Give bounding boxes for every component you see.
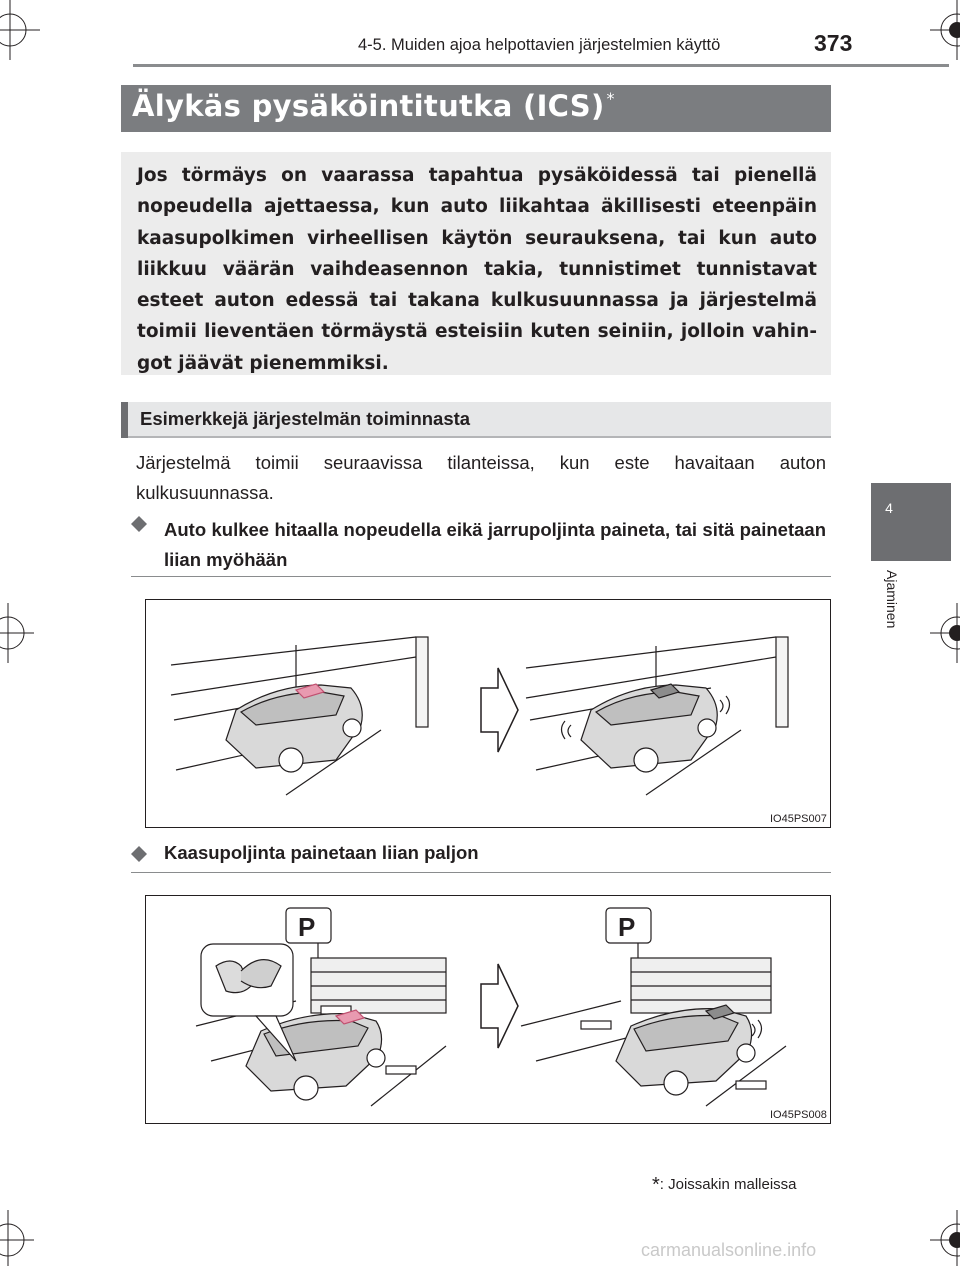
- registration-mark-top-right: [915, 0, 960, 60]
- figure-1-illustration: [146, 600, 830, 827]
- chapter-number: 4: [885, 500, 893, 516]
- body-paragraph: Järjestelmä toimii seuraavissa tilanteissa, kun este havaitaan auton kulkusuunnassa.: [136, 452, 826, 503]
- page-number: 373: [814, 30, 853, 56]
- intro-text: Jos törmäys on vaarassa tapahtua pysäköidessä tai pienellä nopeudella ajettaessa, kun auto liikahtaa äkillisesti eteenpäin kaasupolkimen virheellisen käytön seurauksena, tai kun auto liikkuu väärän vaihdeasennon takia, tunnistimet tunnistavat esteet auton edessä tai takana kulkusuunnassa ja järjestelmä toimii lieventäen törmäystä esteisiin kuten seiniin, jolloin vahin- got jäävät pienemmiksi.: [137, 165, 817, 374]
- page-title-text: Älykäs pysäköintitutka (ICS): [132, 89, 605, 123]
- header-section-title: 4-5. Muiden ajoa helpottavien järjestelmien käyttö: [358, 36, 721, 54]
- svg-text:P: P: [298, 912, 316, 942]
- footnote-marker: *: [652, 1174, 660, 1196]
- registration-mark-mid-right: [915, 603, 960, 663]
- registration-mark-top-left: [0, 0, 60, 60]
- figure-2-illustration: [146, 896, 830, 1123]
- example-rule-2: [131, 872, 831, 873]
- subheading-accent: [121, 402, 128, 438]
- example-heading-2: Kaasupoljinta painetaan liian paljon: [164, 842, 479, 863]
- chapter-tab: [871, 483, 951, 561]
- page-title: [132, 89, 615, 123]
- diamond-bullet-icon: [131, 516, 147, 532]
- header-rule: [133, 64, 949, 67]
- footnote-text: : Joissakin malleissa: [659, 1176, 797, 1193]
- subheading-text: Esimerkkejä järjestelmän toiminnasta: [140, 408, 471, 429]
- footnote: [652, 1174, 797, 1197]
- svg-text:P: P: [618, 912, 636, 942]
- diamond-bullet-icon-2: [131, 846, 147, 862]
- figure-2-code: IO45PS008: [770, 1109, 827, 1121]
- chapter-label: Ajaminen: [884, 570, 900, 629]
- watermark: carmanualsonline.info: [641, 1240, 817, 1260]
- example-heading-1: Auto kulkee hitaalla nopeudella eikä jarrupoljinta paineta, tai sitä painetaan liian myöhään: [164, 519, 826, 570]
- example-rule-1: [131, 576, 831, 577]
- registration-mark-bottom-right: [915, 1210, 960, 1266]
- figure-1-code: IO45PS007: [770, 813, 827, 825]
- title-footnote-marker: *: [606, 89, 615, 108]
- figure-1: [145, 599, 831, 828]
- registration-mark-mid-left: [0, 603, 40, 663]
- figure-2: [145, 895, 831, 1124]
- registration-mark-bottom-left: [0, 1210, 40, 1266]
